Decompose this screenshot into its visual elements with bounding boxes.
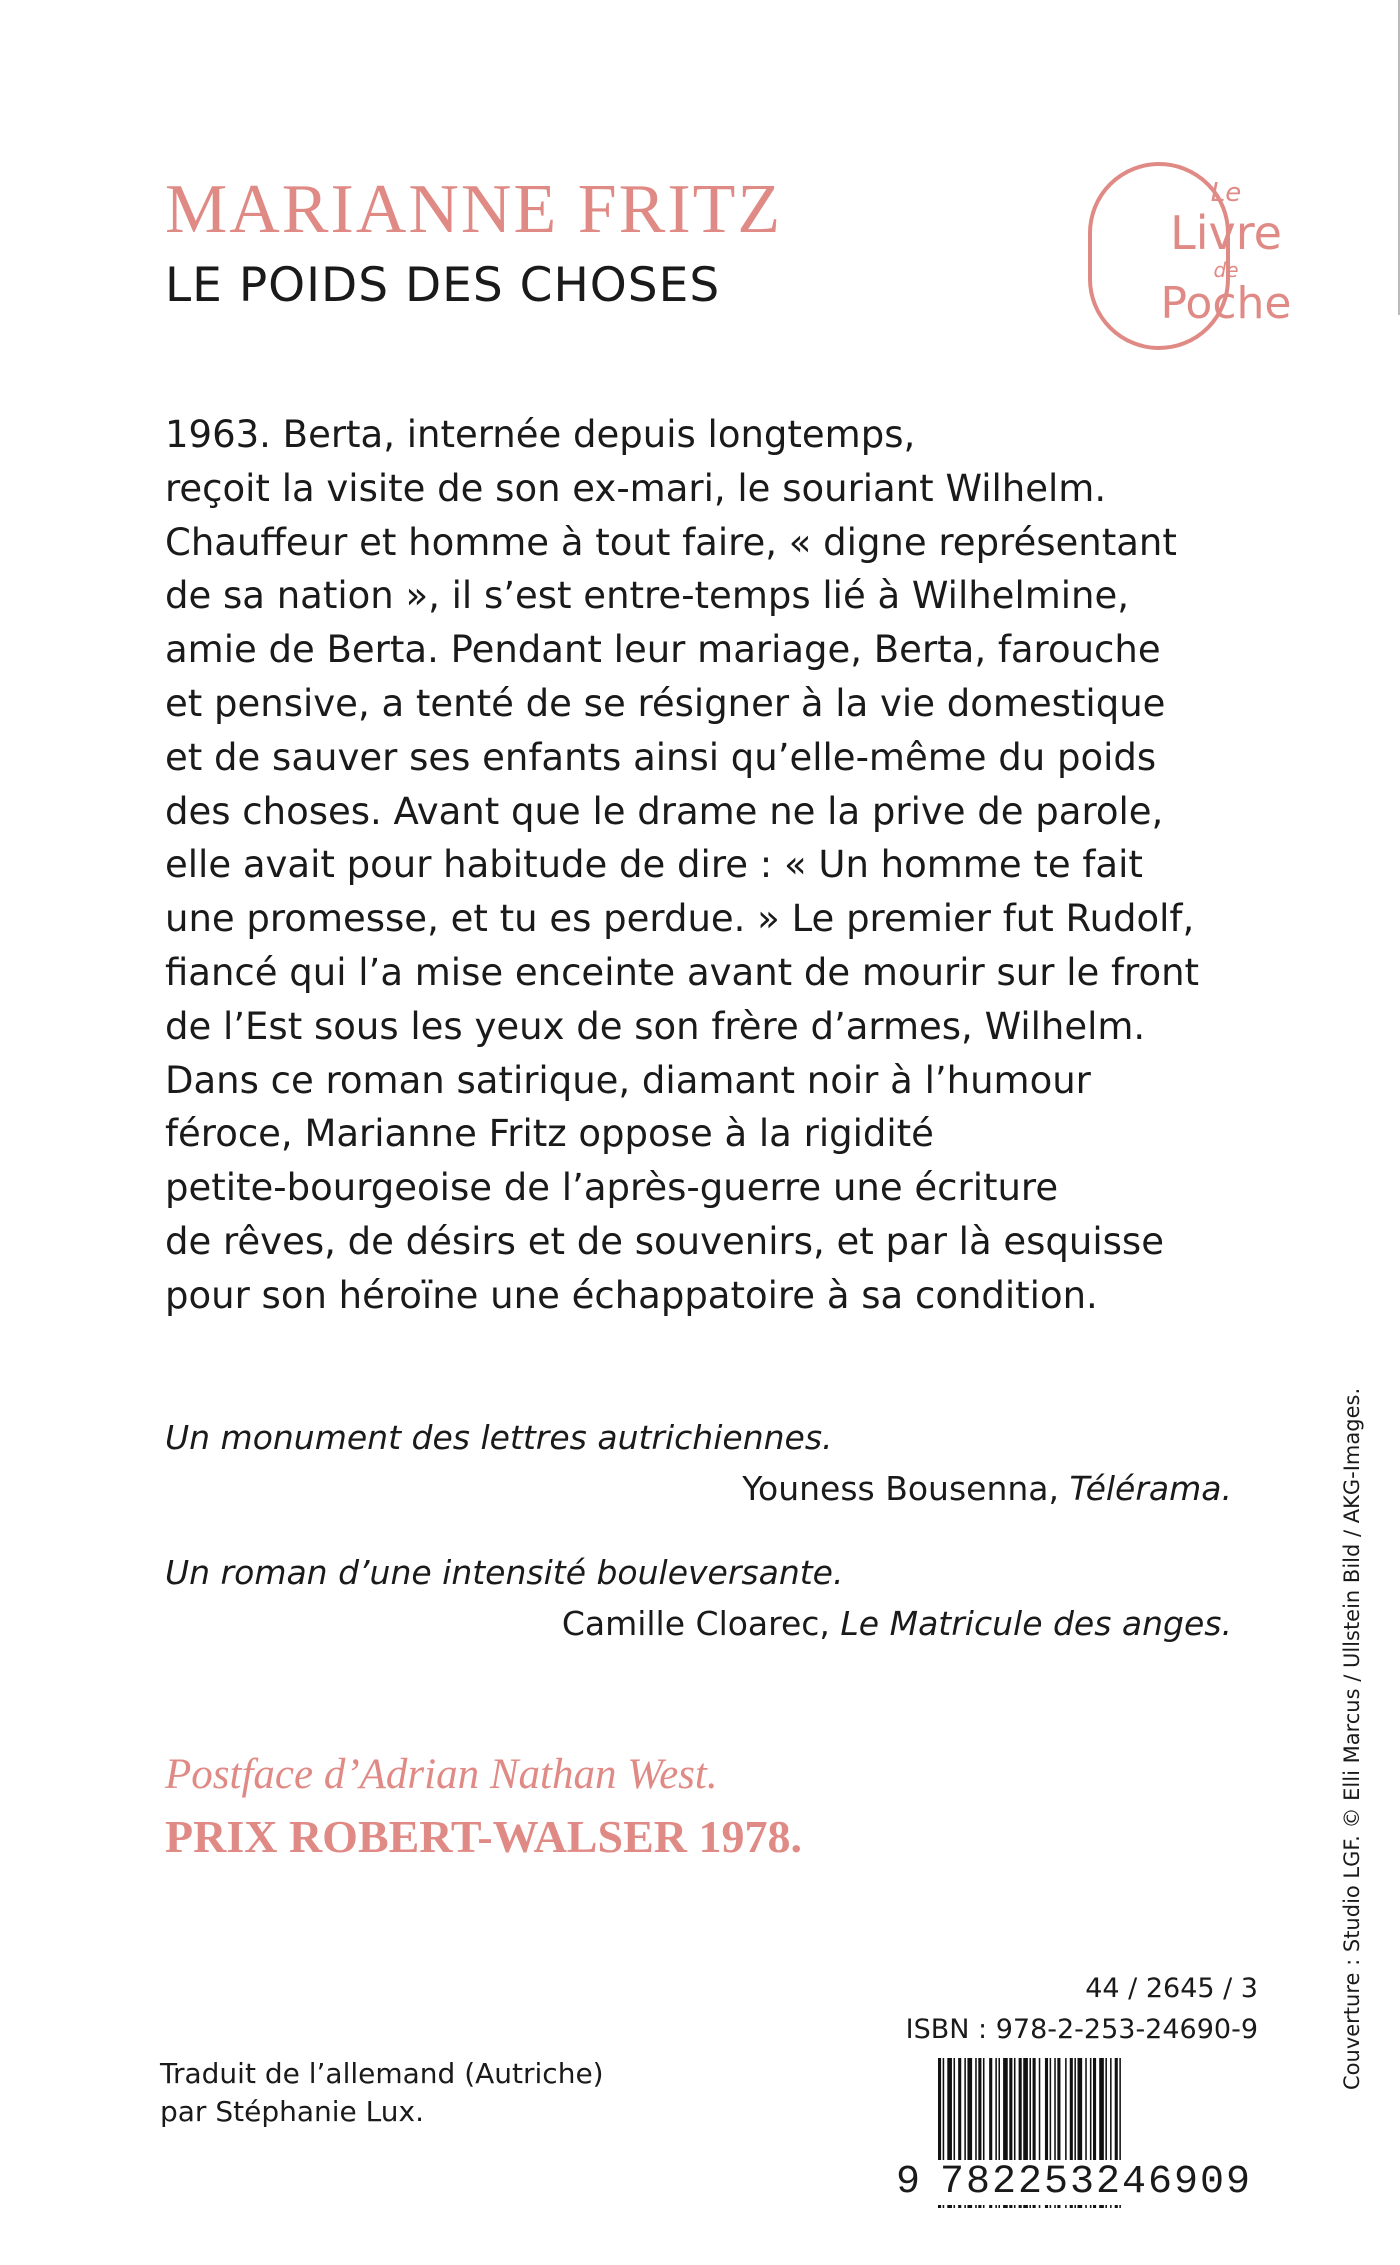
summary-line: de l’Est sous les yeux de son frère d’armes, Wilhelm. — [165, 1004, 1146, 1048]
logo-word-de: de — [1213, 258, 1239, 282]
catalog-code: 44 / 2645 / 3 — [1085, 1973, 1258, 2004]
summary-line: petite-bourgeoise de l’après-guerre une écriture — [165, 1166, 1059, 1210]
book-title: LE POIDS DES CHOSES — [165, 258, 721, 313]
book-summary — [165, 408, 1215, 1323]
logo-word-poche: Poche — [1160, 278, 1292, 329]
summary-line: de sa nation », il s’est entre-temps lié à Wilhelmine, — [165, 574, 1130, 618]
prize-note: PRIX ROBERT-WALSER 1978. — [165, 1811, 802, 1862]
translator-line: Traduit de l’allemand (Autriche) — [160, 2057, 604, 2090]
press-quote: Un roman d’une intensité bouleversante. — [165, 1553, 844, 1592]
summary-line: amie de Berta. Pendant leur mariage, Berta, farouche — [165, 628, 1161, 672]
summary-line: une promesse, et tu es perdue. » Le premier fut Rudolf, — [165, 897, 1195, 941]
quote-author: Youness Bousenna, — [742, 1469, 1070, 1508]
summary-line: pour son héroïne une échappatoire à sa condition. — [165, 1273, 1098, 1317]
cover-credit: Couverture : Studio LGF. © Elli Marcus / Ullstein Bild / AKG-Images. — [1340, 1387, 1364, 2090]
postface-note: Postface d’Adrian Nathan West. — [165, 1751, 718, 1798]
summary-line: et de sauver ses enfants ainsi qu’elle-même du poids — [165, 735, 1157, 779]
summary-line: reçoit la visite de son ex-mari, le souriant Wilhelm. — [165, 466, 1107, 510]
press-quote: Un monument des lettres autrichiennes. — [165, 1418, 833, 1457]
press-quote-attribution — [562, 1604, 1232, 1643]
summary-line: féroce, Marianne Fritz oppose à la rigidité — [165, 1112, 934, 1156]
publisher-logo — [1088, 162, 1292, 350]
translator-line: par Stéphanie Lux. — [160, 2095, 424, 2128]
quote-source: Le Matricule des anges. — [840, 1604, 1232, 1643]
translator-credit — [160, 2055, 604, 2131]
summary-line: et pensive, a tenté de se résigner à la vie domestique — [165, 681, 1166, 725]
quote-author: Camille Cloarec, — [561, 1604, 841, 1643]
summary-line: Dans ce roman satirique, diamant noir à l’humour — [165, 1058, 1091, 1102]
summary-line: 1963. Berta, internée depuis longtemps, — [165, 413, 916, 456]
author-name: MARIANNE FRITZ — [165, 171, 783, 248]
logo-word-le: Le — [1210, 178, 1242, 208]
summary-line: Chauffeur et homme à tout faire, « digne représentant — [165, 520, 1177, 564]
barcode-number: 782253246909 — [940, 2160, 1253, 2205]
quote-source: Télérama. — [1069, 1469, 1232, 1508]
summary-line: de rêves, de désirs et de souvenirs, et par là esquisse — [165, 1219, 1164, 1263]
summary-line: elle avait pour habitude de dire : « Un homme te fait — [165, 843, 1143, 887]
isbn-number: ISBN : 978-2-253-24690-9 — [905, 2014, 1258, 2045]
press-quote-attribution — [742, 1469, 1232, 1508]
summary-line: fiancé qui l’a mise enceinte avant de mourir sur le front — [165, 950, 1200, 994]
summary-line: des choses. Avant que le drame ne la prive de parole, — [165, 789, 1164, 833]
barcode-first-digit: 9 — [896, 2160, 923, 2205]
logo-word-livre: Livre — [1170, 206, 1282, 260]
